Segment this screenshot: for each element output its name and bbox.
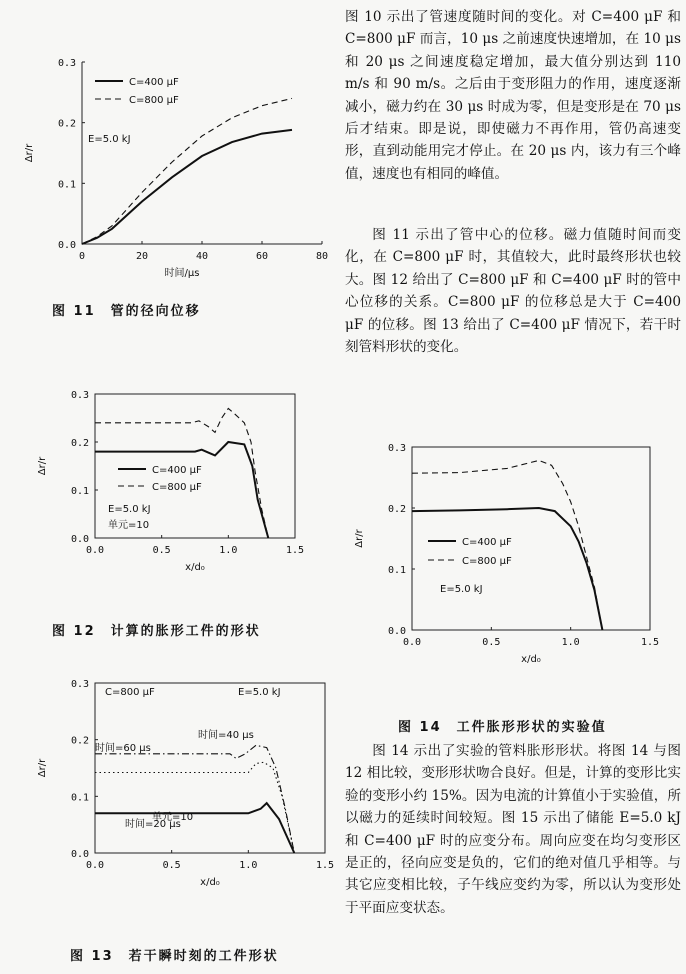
x-axis-label: x/d₀	[200, 877, 220, 888]
y-tick-label: 0.1	[70, 486, 89, 497]
x-tick-label: 1.5	[285, 545, 305, 556]
x-tick-label: 0.0	[85, 545, 105, 556]
y-tick-label: 0.0	[387, 626, 406, 637]
y-tick-label: 0.1	[387, 565, 406, 576]
x-axis-label: x/d₀	[521, 654, 541, 665]
y-axis-label: Δr/r	[354, 529, 365, 548]
x-tick-label: 0.0	[402, 637, 422, 648]
axis-frame	[412, 447, 650, 630]
x-tick-label: 0.5	[482, 637, 501, 648]
y-tick-label: 0.2	[387, 504, 406, 515]
series-label: 时间=40 μs	[198, 730, 254, 741]
legend-label: C=400 μF	[152, 465, 202, 476]
figure-14-caption: 图 14 工件胀形形状的实验值	[398, 720, 607, 735]
y-tick-label: 0.0	[57, 240, 76, 251]
x-tick-label: 1.5	[640, 637, 660, 648]
figure-12-caption: 图 12 计算的胀形工件的形状	[52, 624, 261, 639]
chart-annotation: E=5.0 kJ	[88, 134, 131, 145]
y-tick-label: 0.2	[70, 438, 89, 449]
y-tick-label: 0.1	[57, 179, 76, 191]
x-axis-label: 时间/μs	[164, 268, 200, 279]
y-tick-label: 0.3	[70, 679, 89, 690]
x-tick-label: 60	[255, 251, 269, 262]
paragraph-fig14: 图 14 示出了实验的管料胀形形状。将图 14 与图 12 相比较，变形形状吻合良好。但是，计算的变形比实验的变形小约 15%。因为电流的计算值小于实验值，所以磁力的延续时间较短。图 15 示出了储能 E=5.0 kJ 和 C=400 μF 时的应变分布。周向应变在均匀变形区是正的，径向应变是负的，它们的绝对值几乎相等。与其它应变相比较，子午线应变约为零，所以认为变形处于平面应变状态。	[345, 743, 681, 916]
x-tick-label: 80	[315, 251, 329, 262]
figure-13-caption: 图 13 若干瞬时刻的工件形状	[70, 949, 279, 964]
x-tick-label: 1.5	[315, 860, 335, 871]
paragraph-fig10: 图 10 示出了管速度随时间的变化。对 C=400 μF 和 C=800 μF 而言，10 μs 之前速度快速增加，在 10 μs 和 20 μs 之间速度稳定增加，最大值分别达到 110 m/s 和 90 m/s。之后由于变形阻力的作用，速度逐渐减小，磁力约在 30 μs 时成为零，但是变形是在 70 μs 后才结束。即是说，即使磁力不再作用，管仍高速变形，直到动能用完才停止。在 20 μs 内，该力有三个峰值，速度也有相同的峰值。	[345, 9, 681, 182]
legend-label: C=400 μF	[129, 77, 179, 88]
y-axis-label: Δr/r	[37, 456, 48, 476]
x-tick-label: 20	[135, 251, 149, 262]
chart-annotation: E=5.0 kJ	[238, 687, 281, 698]
series-label: 时间=20 μs	[125, 819, 181, 830]
x-tick-label: 1.0	[239, 860, 258, 871]
x-tick-label: 40	[195, 251, 209, 262]
y-tick-label: 0.3	[387, 443, 406, 454]
legend-label: C=800 μF	[129, 95, 179, 106]
legend-label: C=800 μF	[152, 482, 202, 493]
chart-annotation: C=800 μF	[105, 687, 155, 698]
series-line	[412, 508, 602, 630]
x-tick-label: 0	[78, 251, 86, 262]
x-tick-label: 0.0	[85, 860, 105, 871]
chart-annotation: 单元=10	[108, 520, 150, 531]
y-tick-label: 0.3	[57, 58, 76, 69]
y-tick-label: 0.2	[57, 118, 76, 130]
x-tick-label: 0.5	[152, 545, 171, 556]
chart-annotation: 单元=10	[152, 812, 194, 823]
series-label: 时间=60 μs	[95, 743, 151, 754]
y-axis-label: Δr/r	[37, 758, 48, 778]
y-tick-label: 0.2	[70, 735, 89, 747]
y-tick-label: 0.0	[70, 849, 89, 860]
paragraph-fig11: 图 11 示出了管中心的位移。磁力值随时间而变化，在 C=800 μF 时，其值较大，此时最终形状也较大。图 12 给出了 C=800 μF 和 C=400 μF 时的管中心位移的关系。C=800 μF 的位移总是大于 C=400 μF 的位移。图 13 给出了 C=400 μF 情况下，若干时刻管料形状的变化。	[345, 227, 681, 356]
y-tick-label: 0.3	[70, 390, 89, 401]
y-axis-label: Δr/r	[24, 143, 35, 163]
x-axis-label: x/d₀	[185, 562, 205, 573]
x-tick-label: 1.0	[219, 545, 238, 556]
y-tick-label: 0.1	[70, 792, 89, 804]
figure-11-caption: 图 11 管的径向位移	[52, 304, 201, 319]
x-tick-label: 1.0	[561, 637, 580, 648]
y-tick-label: 0.0	[70, 534, 89, 545]
legend-label: C=800 μF	[462, 556, 512, 567]
chart-annotation: E=5.0 kJ	[440, 584, 483, 595]
legend-label: C=400 μF	[462, 537, 512, 548]
x-tick-label: 0.5	[162, 860, 181, 871]
chart-annotation: E=5.0 kJ	[108, 504, 151, 515]
